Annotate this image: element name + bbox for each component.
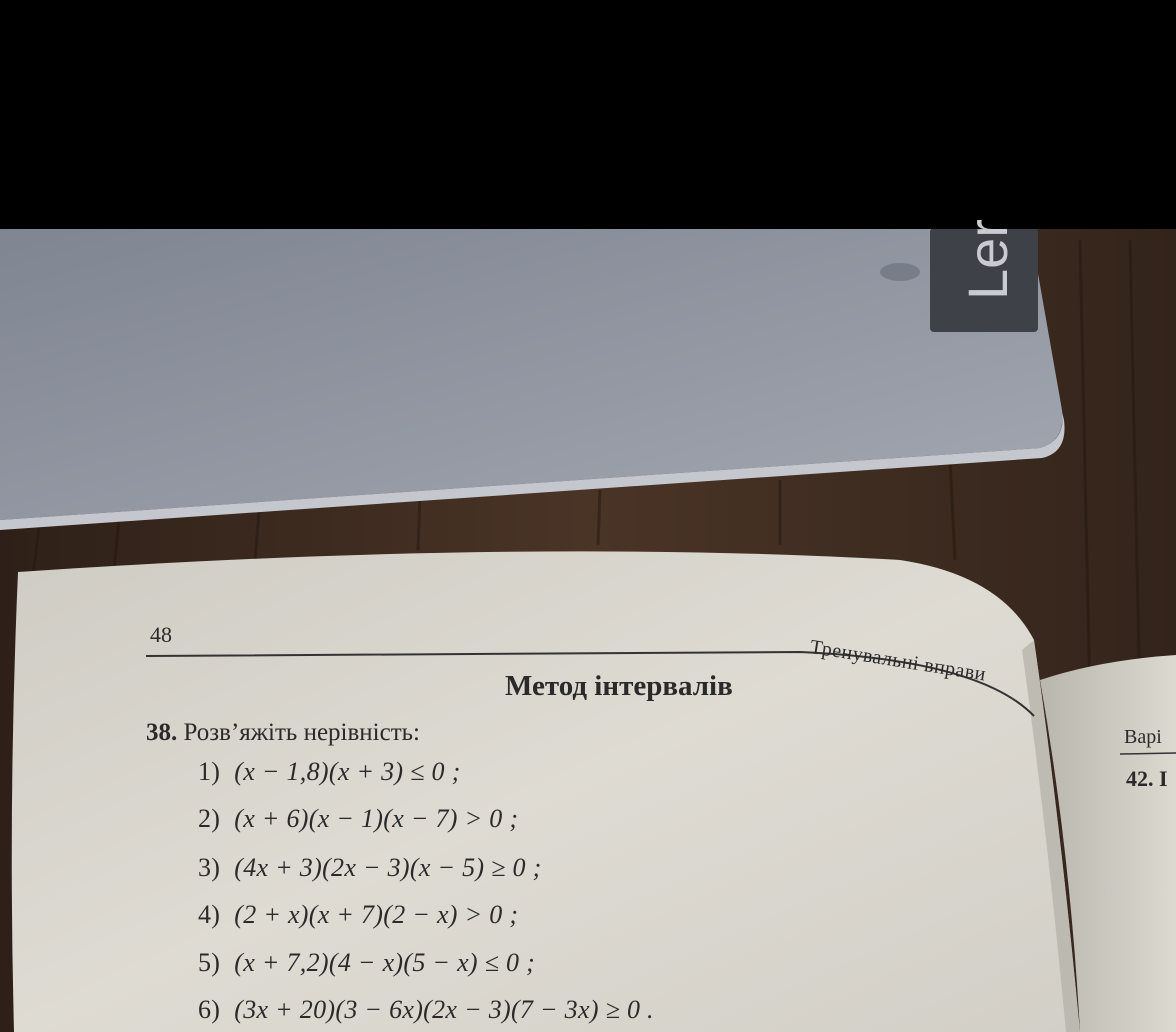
problem-expression: (3x + 20)(3 − 6x)(2x − 3)(7 − 3x) ≥ 0 . [234, 995, 654, 1024]
problem-expression: (x − 1,8)(x + 3) ≤ 0 ; [234, 757, 461, 786]
top-black-bar [0, 0, 1176, 229]
problem-number: 5) [198, 948, 221, 977]
problem-1 [198, 757, 461, 787]
problem-expression: (2 + x)(x + 7)(2 − x) > 0 ; [234, 900, 519, 929]
exercise-heading [146, 719, 420, 747]
exercise-number: 38. [146, 719, 178, 746]
problem-number: 6) [198, 995, 221, 1024]
laptop-brand-logo: Ler [956, 219, 1019, 300]
right-page-variant-fragment: Варі [1124, 726, 1162, 748]
problem-expression: (4x + 3)(2x − 3)(x − 5) ≥ 0 ; [234, 853, 542, 882]
problem-number: 3) [198, 853, 221, 882]
problem-6 [198, 995, 654, 1025]
problem-number: 4) [198, 900, 221, 929]
right-page-rule [1120, 753, 1176, 754]
section-title: Метод інтервалів [505, 670, 733, 702]
problem-5 [198, 948, 535, 978]
problem-4 [198, 900, 518, 930]
laptop-smudge [880, 263, 920, 281]
running-header: Тренувальні вправи [808, 636, 988, 686]
page-number: 48 [150, 622, 172, 647]
problem-expression: (x + 7,2)(4 − x)(5 − x) ≤ 0 ; [234, 948, 536, 977]
right-page-number-fragment: 42. І [1126, 766, 1168, 791]
exercise-instruction: Розв’яжіть нерівність: [183, 719, 420, 746]
problem-3 [198, 853, 542, 883]
problem-number: 2) [198, 804, 221, 833]
problem-2 [198, 804, 518, 834]
problem-number: 1) [198, 757, 221, 786]
problem-expression: (x + 6)(x − 1)(x − 7) > 0 ; [234, 804, 519, 833]
